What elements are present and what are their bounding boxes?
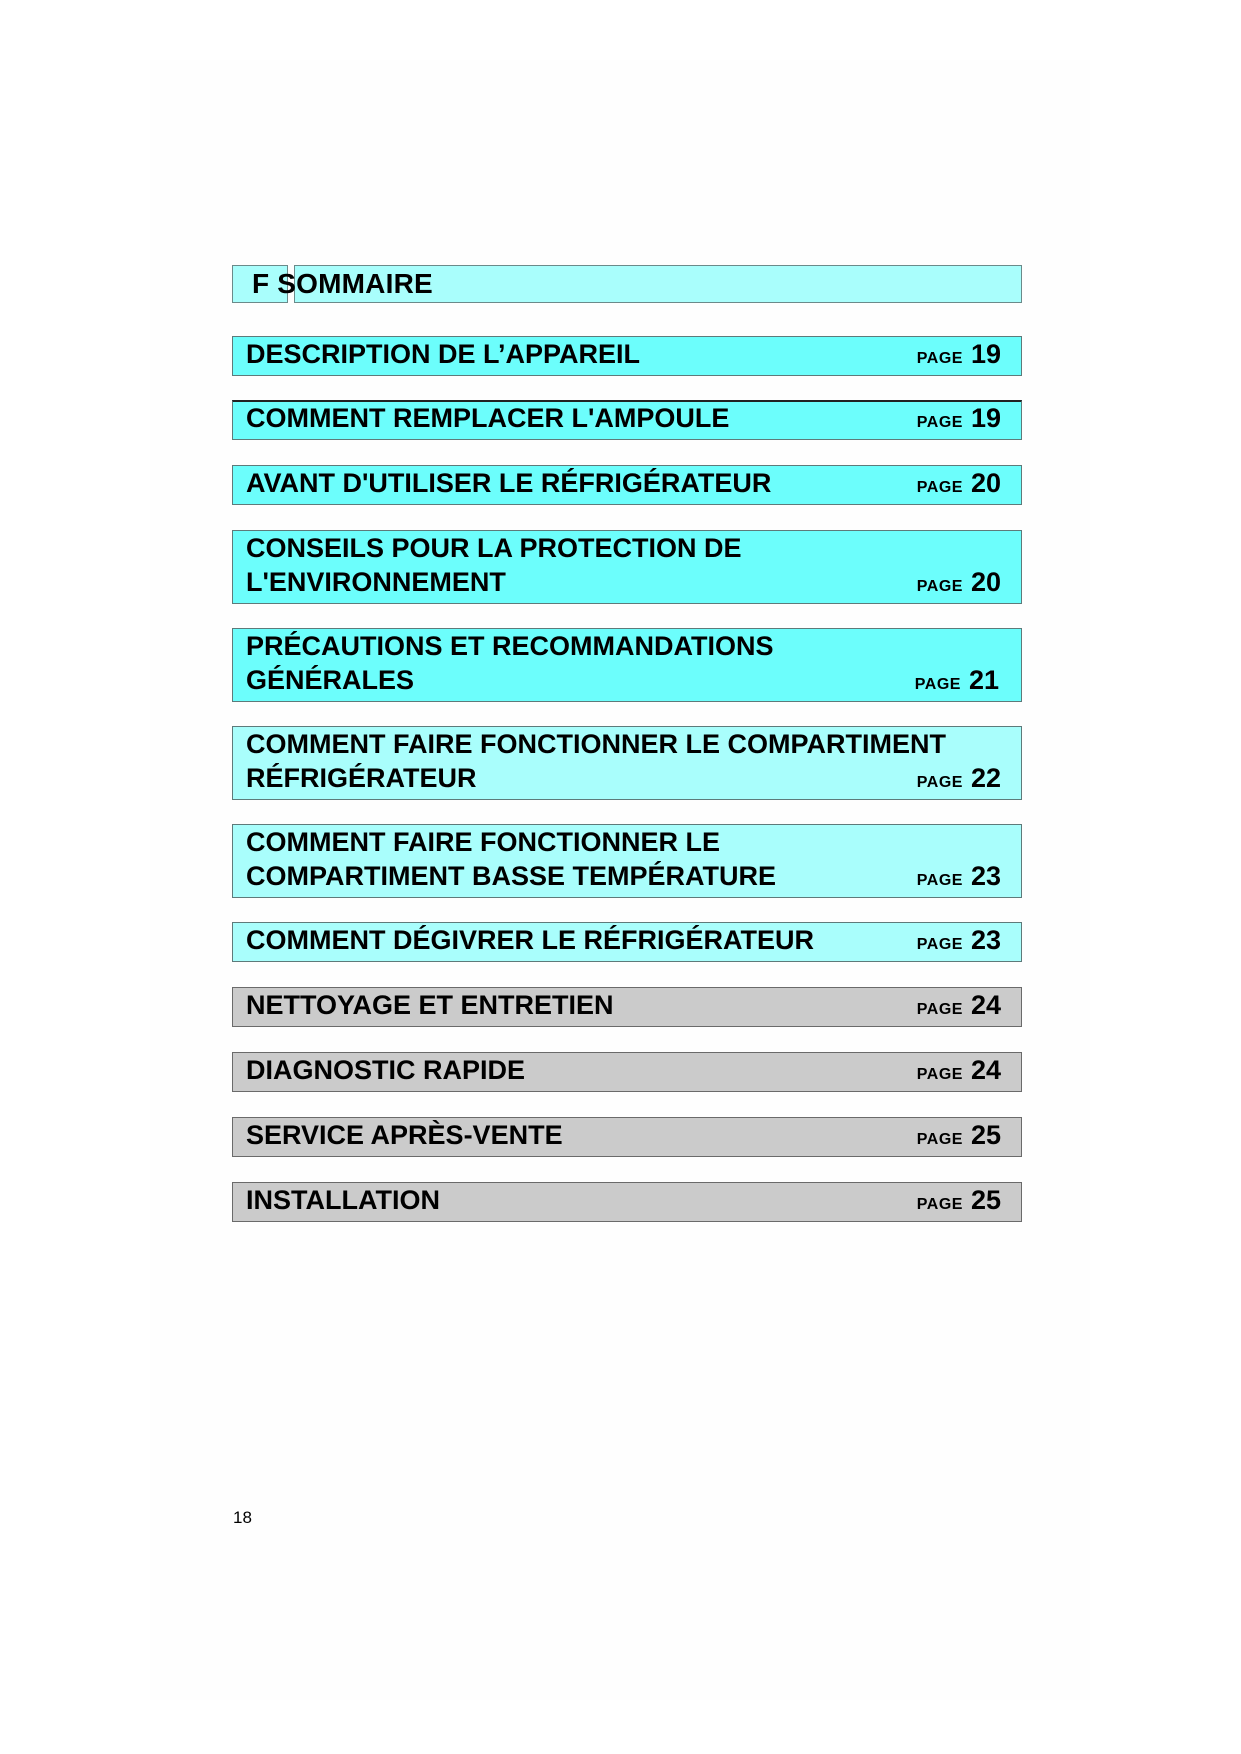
toc-item-page: PAGE 25 xyxy=(916,1185,1001,1215)
toc-item-title: SERVICE APRÈS-VENTE xyxy=(246,1120,563,1150)
toc-item-title: INSTALLATION xyxy=(246,1185,440,1215)
toc-item-title: COMMENT FAIRE FONCTIONNER LE COMPARTIMENT RÉFRIGÉRATEUR xyxy=(246,729,946,793)
toc-item-page: PAGE 20 xyxy=(916,468,1001,498)
toc-item-title: DESCRIPTION DE L’APPAREIL xyxy=(246,339,641,369)
toc-item-page: PAGE 19 xyxy=(916,403,1001,433)
toc-item-title: DIAGNOSTIC RAPIDE xyxy=(246,1055,526,1085)
toc-item[interactable] xyxy=(232,1182,1022,1222)
toc-item-title: NETTOYAGE ET ENTRETIEN xyxy=(246,990,614,1020)
toc-item-title: AVANT D'UTILISER LE RÉFRIGÉRATEUR xyxy=(246,468,772,498)
toc-item-page: PAGE 21 xyxy=(914,665,999,695)
toc-item-page: PAGE 23 xyxy=(916,925,1001,955)
toc-item-page: PAGE 19 xyxy=(916,339,1001,369)
toc-item-title: COMMENT FAIRE FONCTIONNER LE COMPARTIMENT BASSE TEMPÉRATURE xyxy=(246,827,777,891)
page-number: 18 xyxy=(233,1508,252,1527)
toc-item[interactable] xyxy=(232,987,1022,1027)
toc-item-title: COMMENT DÉGIVRER LE RÉFRIGÉRATEUR xyxy=(246,925,815,955)
toc-item-title: COMMENT REMPLACER L'AMPOULE xyxy=(246,403,730,433)
toc-item[interactable] xyxy=(232,628,1022,702)
toc-item[interactable] xyxy=(232,1117,1022,1157)
toc-item[interactable] xyxy=(232,530,1022,604)
toc-heading: F SOMMAIRE xyxy=(252,268,433,299)
toc-item-title: CONSEILS POUR LA PROTECTION DE L'ENVIRONNEMENT xyxy=(246,533,742,597)
toc-item[interactable] xyxy=(232,465,1022,505)
toc-item-page: PAGE 20 xyxy=(916,567,1001,597)
toc-item-page: PAGE 24 xyxy=(916,990,1001,1020)
toc-item-page: PAGE 24 xyxy=(916,1055,1001,1085)
toc-header xyxy=(232,265,1022,305)
toc-item[interactable] xyxy=(232,336,1022,376)
toc-item[interactable] xyxy=(232,1052,1022,1092)
toc-item-page: PAGE 23 xyxy=(916,861,1001,891)
toc-item-title: PRÉCAUTIONS ET RECOMMANDATIONS GÉNÉRALES xyxy=(246,631,774,695)
toc-item[interactable] xyxy=(232,400,1022,440)
toc-item-page: PAGE 25 xyxy=(916,1120,1001,1150)
toc-item[interactable] xyxy=(232,824,1022,898)
toc-item[interactable] xyxy=(232,922,1022,962)
toc-item-page: PAGE 22 xyxy=(916,763,1001,793)
toc-item[interactable] xyxy=(232,726,1022,800)
